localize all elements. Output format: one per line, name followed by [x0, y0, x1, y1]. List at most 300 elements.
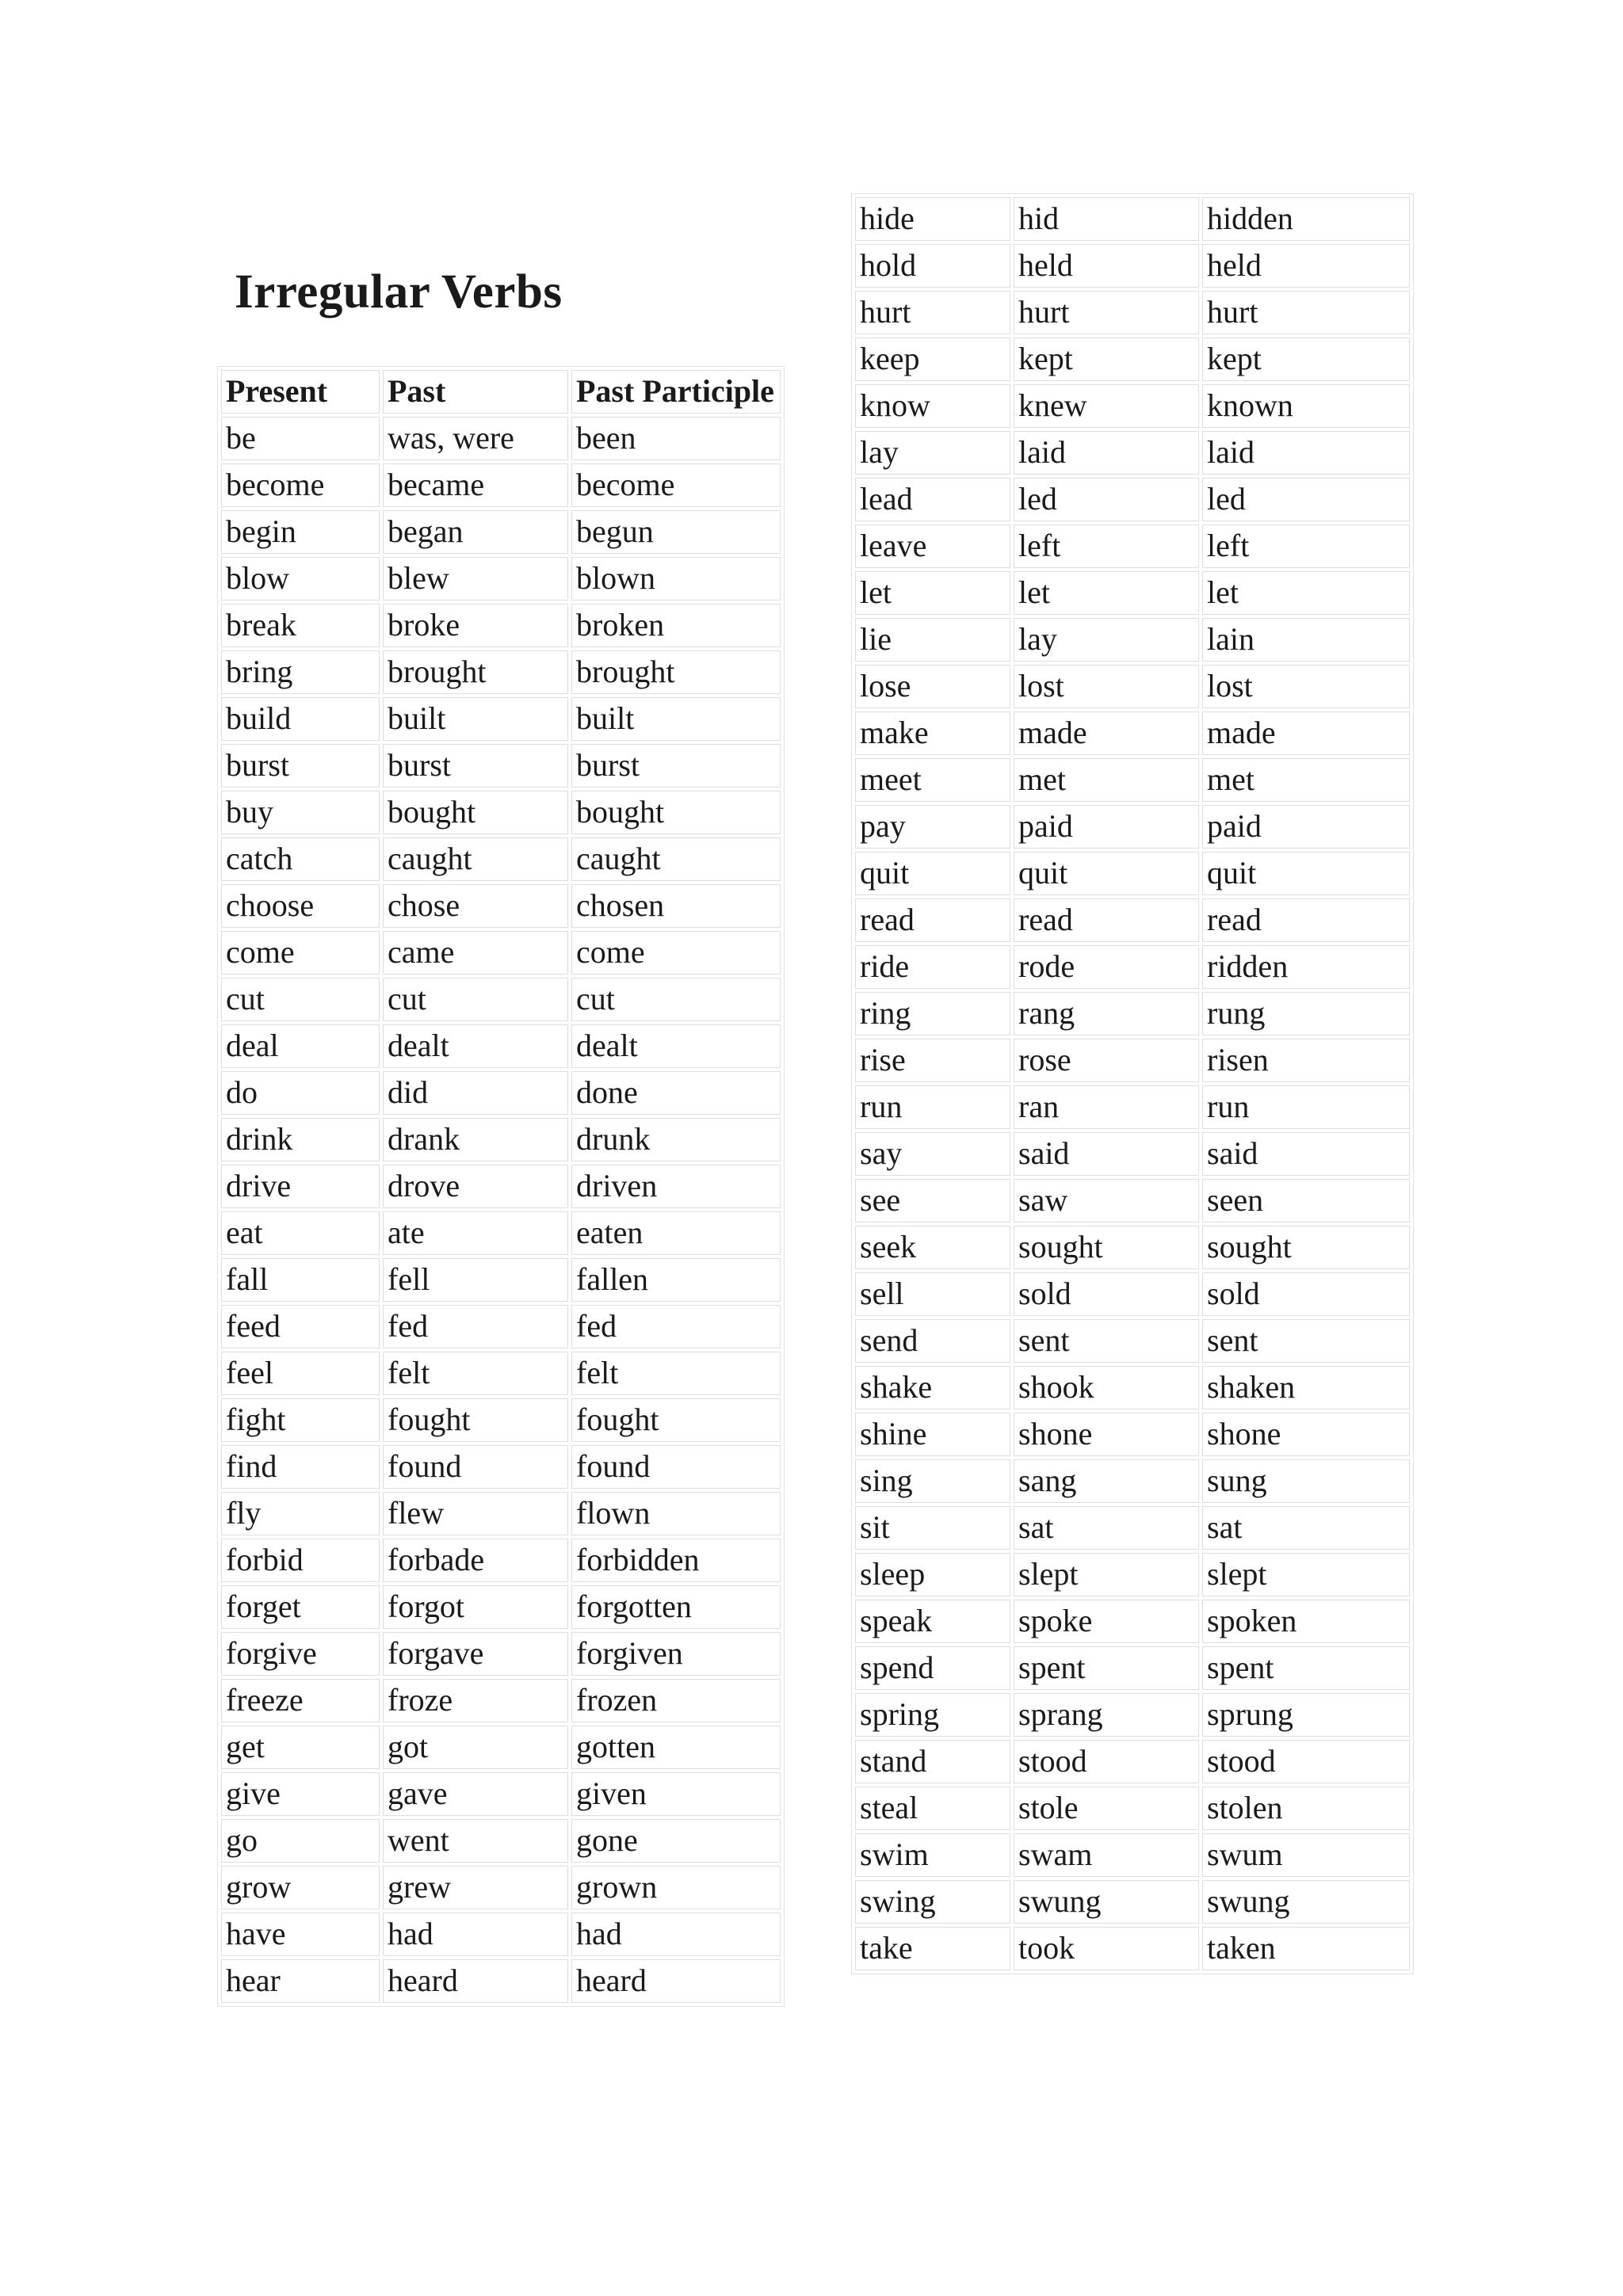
cell-present	[855, 1553, 1010, 1596]
table-row	[221, 791, 781, 834]
table-row	[855, 478, 1410, 521]
cell-past	[383, 744, 568, 788]
cell-past-text: held	[1018, 247, 1073, 283]
cell-past-participle	[571, 1445, 781, 1489]
cell-past-text: grew	[388, 1869, 451, 1905]
cell-past-text: sang	[1018, 1463, 1077, 1498]
cell-past-participle-text: sat	[1207, 1509, 1243, 1545]
cell-past-participle-text: shaken	[1207, 1369, 1296, 1405]
cell-past-text: cut	[388, 981, 426, 1016]
table-row	[855, 1880, 1410, 1924]
cell-present-text: ride	[860, 948, 910, 984]
table-row	[855, 805, 1410, 849]
cell-past-text: hid	[1018, 200, 1060, 236]
cell-present-text: feed	[226, 1308, 281, 1344]
cell-past-text: paid	[1018, 808, 1073, 844]
cell-present	[221, 1352, 380, 1395]
table-row	[855, 1226, 1410, 1269]
cell-present-text: forbid	[226, 1542, 304, 1577]
cell-present-text: forgive	[226, 1635, 317, 1671]
cell-present	[855, 244, 1010, 288]
cell-past-text: spent	[1018, 1650, 1086, 1685]
cell-past	[1014, 665, 1199, 708]
cell-present-text: have	[226, 1916, 286, 1951]
cell-present-text: eat	[226, 1215, 263, 1250]
cell-past-text: felt	[388, 1355, 430, 1390]
cell-past-participle	[1202, 758, 1410, 802]
cell-past-participle	[571, 1492, 781, 1535]
cell-past-participle	[1202, 1319, 1410, 1363]
cell-past-participle	[571, 978, 781, 1021]
cell-past-participle	[571, 931, 781, 974]
cell-past	[383, 1305, 568, 1348]
cell-present-text: build	[226, 700, 292, 736]
cell-past-participle-text: slept	[1207, 1556, 1267, 1592]
cell-present	[221, 744, 380, 788]
cell-past-text: flew	[388, 1495, 445, 1531]
cell-past-text: sought	[1018, 1229, 1103, 1264]
cell-present-text: find	[226, 1448, 277, 1484]
cell-present	[221, 1258, 380, 1302]
cell-past-participle	[1202, 338, 1410, 381]
table-row	[855, 1366, 1410, 1409]
cell-past-participle-text: frozen	[576, 1682, 658, 1718]
cell-present	[855, 384, 1010, 428]
cell-present-text: hold	[860, 247, 917, 283]
cell-present-text: meet	[860, 761, 922, 797]
cell-present-text: drive	[226, 1168, 292, 1203]
table-row	[855, 1506, 1410, 1550]
cell-past-text: made	[1018, 715, 1087, 750]
cell-past-participle-text: sought	[1207, 1229, 1292, 1264]
cell-past	[383, 697, 568, 741]
table-row	[855, 1413, 1410, 1456]
cell-past-participle-text: fought	[576, 1402, 659, 1437]
table-row	[221, 1165, 781, 1208]
cell-past-text: built	[388, 700, 446, 736]
cell-present	[855, 1366, 1010, 1409]
cell-present	[855, 478, 1010, 521]
cell-past-participle	[571, 1772, 781, 1816]
cell-past	[1014, 898, 1199, 942]
cell-present	[221, 884, 380, 928]
table-row	[221, 744, 781, 788]
cell-past-participle-text: drunk	[576, 1121, 651, 1157]
cell-past-participle-text: grown	[576, 1869, 658, 1905]
table-row	[855, 197, 1410, 241]
cell-past-participle	[1202, 1600, 1410, 1643]
table-row	[221, 1866, 781, 1909]
cell-past-text: quit	[1018, 855, 1068, 891]
cell-past-text: ate	[388, 1215, 425, 1250]
cell-past-participle-text: become	[576, 467, 675, 502]
cell-past-participle	[1202, 291, 1410, 334]
table-row	[221, 1679, 781, 1722]
cell-past-participle	[571, 1819, 781, 1863]
cell-past-participle	[1202, 1787, 1410, 1830]
cell-present	[855, 805, 1010, 849]
cell-present	[221, 837, 380, 881]
table-row	[221, 1305, 781, 1348]
cell-past-text: lay	[1018, 621, 1057, 657]
cell-past-participle	[571, 1913, 781, 1956]
cell-past-participle	[1202, 384, 1410, 428]
cell-present-text: fight	[226, 1402, 286, 1437]
cell-past	[383, 837, 568, 881]
cell-past-text: brought	[388, 654, 487, 689]
cell-present-text: stand	[860, 1743, 927, 1779]
cell-past-participle	[1202, 244, 1410, 288]
cell-past-text: rose	[1018, 1042, 1071, 1077]
table-row	[855, 1646, 1410, 1690]
cell-past	[1014, 338, 1199, 381]
cell-present-text: burst	[226, 747, 289, 783]
table-row	[221, 1258, 781, 1302]
cell-present	[855, 1833, 1010, 1877]
cell-past-participle	[1202, 852, 1410, 895]
cell-past-text: heard	[388, 1962, 458, 1998]
cell-past-participle	[571, 1165, 781, 1208]
cell-present-text: swim	[860, 1836, 929, 1872]
cell-past-text: forgot	[388, 1589, 465, 1624]
table-row	[855, 244, 1410, 288]
cell-past-participle	[1202, 1366, 1410, 1409]
cell-past-text: spoke	[1018, 1603, 1093, 1638]
cell-present	[221, 1492, 380, 1535]
cell-past-participle-text: risen	[1207, 1042, 1269, 1077]
cell-present	[221, 1585, 380, 1629]
cell-past-participle	[1202, 1693, 1410, 1737]
table-row	[855, 1179, 1410, 1222]
cell-present-text: spring	[860, 1696, 939, 1732]
table-row	[221, 837, 781, 881]
cell-present-text: go	[226, 1822, 258, 1858]
table-row	[855, 1272, 1410, 1316]
cell-present	[221, 1726, 380, 1769]
table-row	[855, 898, 1410, 942]
cell-present	[221, 1959, 380, 2003]
cell-present	[221, 650, 380, 694]
cell-past	[383, 791, 568, 834]
cell-past	[1014, 711, 1199, 755]
cell-past	[1014, 1085, 1199, 1129]
cell-past	[383, 1165, 568, 1208]
table-row	[855, 618, 1410, 662]
table-row	[221, 1211, 781, 1255]
cell-past-participle	[571, 1866, 781, 1909]
cell-past-participle-text: caught	[576, 841, 661, 876]
cell-past	[383, 1539, 568, 1582]
cell-present	[855, 898, 1010, 942]
cell-past-participle	[1202, 1927, 1410, 1970]
header-row	[221, 370, 781, 414]
cell-past-participle-text: paid	[1207, 808, 1262, 844]
cell-past	[383, 1024, 568, 1068]
table-row	[855, 1039, 1410, 1082]
cell-past-participle	[1202, 1459, 1410, 1503]
cell-present	[855, 338, 1010, 381]
cell-past-participle	[1202, 1506, 1410, 1550]
cell-present-text: cut	[226, 981, 265, 1016]
cell-present-text: buy	[226, 794, 273, 830]
cell-present	[221, 510, 380, 554]
cell-past	[383, 1679, 568, 1722]
cell-past-participle-text: let	[1207, 574, 1239, 610]
cell-present	[855, 1039, 1010, 1082]
cell-past-text: blew	[388, 560, 449, 596]
table-row	[855, 1085, 1410, 1129]
table-row	[221, 1726, 781, 1769]
cell-past-participle	[1202, 665, 1410, 708]
cell-past-participle	[571, 557, 781, 601]
cell-past	[383, 1445, 568, 1489]
cell-past-participle	[1202, 478, 1410, 521]
cell-past-participle-text: laid	[1207, 434, 1254, 470]
cell-present-text: run	[860, 1089, 903, 1124]
cell-past-text: ran	[1018, 1089, 1060, 1124]
cell-present	[221, 1305, 380, 1348]
cell-past-participle	[1202, 805, 1410, 849]
cell-present	[855, 1319, 1010, 1363]
cell-past-text: laid	[1018, 434, 1066, 470]
cell-present	[221, 931, 380, 974]
table-row	[855, 431, 1410, 475]
cell-past	[383, 931, 568, 974]
cell-past	[1014, 524, 1199, 568]
cell-present-text: say	[860, 1135, 903, 1171]
cell-past-participle	[571, 1539, 781, 1582]
cell-past-participle-text: eaten	[576, 1215, 643, 1250]
cell-present	[855, 524, 1010, 568]
table-row	[221, 604, 781, 647]
table-row	[855, 1833, 1410, 1877]
cell-past-participle	[571, 1211, 781, 1255]
table-row	[221, 931, 781, 974]
cell-past-text: rang	[1018, 995, 1075, 1031]
cell-past	[383, 417, 568, 460]
cell-past-text: fed	[388, 1308, 429, 1344]
cell-past-text: froze	[388, 1682, 453, 1718]
cell-past-participle-text: driven	[576, 1168, 658, 1203]
table-row	[855, 1787, 1410, 1830]
cell-past-participle-text: stolen	[1207, 1790, 1283, 1825]
cell-past	[383, 1398, 568, 1442]
cell-present-text: sit	[860, 1509, 890, 1545]
cell-past-participle-text: brought	[576, 654, 675, 689]
cell-past-participle	[1202, 618, 1410, 662]
cell-past	[1014, 1880, 1199, 1924]
cell-past-participle-text: spent	[1207, 1650, 1274, 1685]
cell-past-text: caught	[388, 841, 472, 876]
cell-present-text: fall	[226, 1261, 269, 1297]
table-row	[221, 650, 781, 694]
cell-past-participle	[571, 1585, 781, 1629]
cell-past-participle	[1202, 197, 1410, 241]
cell-present-text: keep	[860, 341, 920, 376]
cell-past	[383, 1866, 568, 1909]
cell-past-participle	[571, 837, 781, 881]
cell-past-participle-text: made	[1207, 715, 1276, 750]
table-row	[855, 1600, 1410, 1643]
table-row	[855, 1459, 1410, 1503]
cell-past-text: met	[1018, 761, 1066, 797]
cell-present	[855, 431, 1010, 475]
table-row	[221, 1071, 781, 1115]
cell-past	[383, 1352, 568, 1395]
cell-past-text: stood	[1018, 1743, 1087, 1779]
cell-past-text: fell	[388, 1261, 430, 1297]
cell-past-participle	[571, 1726, 781, 1769]
cell-past	[1014, 1459, 1199, 1503]
cell-present	[855, 1880, 1010, 1924]
table-row	[855, 571, 1410, 615]
verb-table-right-body	[855, 197, 1410, 1970]
cell-past	[1014, 1600, 1199, 1643]
cell-past-text: became	[388, 467, 485, 502]
cell-present-text: let	[860, 574, 892, 610]
table-row	[221, 557, 781, 601]
cell-present-text: leave	[860, 528, 927, 563]
cell-past	[1014, 1039, 1199, 1082]
table-row	[855, 945, 1410, 989]
cell-past-participle	[571, 1258, 781, 1302]
verb-table-left	[217, 366, 785, 2007]
cell-past-participle-text: chosen	[576, 887, 665, 923]
cell-present-text: forget	[226, 1589, 301, 1624]
cell-past-text: broke	[388, 607, 460, 643]
cell-present-text: become	[226, 467, 325, 502]
cell-past	[383, 1959, 568, 2003]
cell-past-text: swam	[1018, 1836, 1093, 1872]
header-past-participle-label: Past Participle	[576, 373, 774, 409]
cell-past-text: had	[388, 1916, 433, 1951]
cell-present-text: lose	[860, 668, 911, 704]
cell-past-participle-text: led	[1207, 481, 1246, 517]
cell-past	[383, 604, 568, 647]
header-past	[383, 370, 568, 414]
cell-past-text: shook	[1018, 1369, 1094, 1405]
cell-present-text: hurt	[860, 294, 911, 330]
table-row	[855, 524, 1410, 568]
table-row	[855, 384, 1410, 428]
cell-past-participle	[1202, 1740, 1410, 1783]
cell-past-participle	[571, 1398, 781, 1442]
header-past-participle	[571, 370, 781, 414]
cell-past-text: hurt	[1018, 294, 1070, 330]
cell-past-participle-text: sold	[1207, 1276, 1260, 1311]
cell-present	[221, 1819, 380, 1863]
cell-past-text: was, were	[388, 420, 514, 456]
cell-past	[383, 557, 568, 601]
table-row	[855, 665, 1410, 708]
cell-past	[1014, 478, 1199, 521]
cell-past-participle-text: rung	[1207, 995, 1266, 1031]
cell-present-text: sleep	[860, 1556, 926, 1592]
cell-present	[221, 1539, 380, 1582]
cell-past-text: found	[388, 1448, 462, 1484]
cell-present	[855, 1506, 1010, 1550]
cell-present-text: rise	[860, 1042, 906, 1077]
table-row	[855, 1132, 1410, 1176]
cell-past-participle-text: given	[576, 1775, 647, 1811]
cell-present-text: pay	[860, 808, 906, 844]
cell-past-participle	[571, 744, 781, 788]
cell-past-text: left	[1018, 528, 1061, 563]
cell-present-text: get	[226, 1729, 265, 1764]
cell-present	[221, 1165, 380, 1208]
cell-past-participle-text: done	[576, 1074, 638, 1110]
cell-present	[221, 1071, 380, 1115]
cell-present-text: give	[226, 1775, 281, 1811]
table-row	[221, 884, 781, 928]
cell-past	[1014, 852, 1199, 895]
table-row	[221, 1398, 781, 1442]
table-row	[221, 1539, 781, 1582]
table-row	[855, 291, 1410, 334]
cell-present	[855, 665, 1010, 708]
cell-present	[221, 1913, 380, 1956]
cell-past-participle	[571, 697, 781, 741]
cell-past-participle-text: hurt	[1207, 294, 1258, 330]
cell-present	[855, 1646, 1010, 1690]
cell-past-participle	[571, 1632, 781, 1676]
cell-past-participle-text: begun	[576, 513, 654, 549]
cell-present	[855, 1272, 1010, 1316]
table-row	[855, 1740, 1410, 1783]
table-row	[855, 1553, 1410, 1596]
cell-past-text: did	[388, 1074, 429, 1110]
cell-past-participle-text: met	[1207, 761, 1254, 797]
cell-past-participle-text: taken	[1207, 1930, 1276, 1966]
cell-present-text: catch	[226, 841, 293, 876]
cell-past	[1014, 1693, 1199, 1737]
cell-past	[383, 1071, 568, 1115]
cell-past-participle-text: sprung	[1207, 1696, 1293, 1732]
cell-present-text: lie	[860, 621, 892, 657]
cell-present-text: speak	[860, 1603, 933, 1638]
cell-present-text: feel	[226, 1355, 273, 1390]
cell-past-participle	[571, 1679, 781, 1722]
cell-past-text: forgave	[388, 1635, 484, 1671]
cell-past	[1014, 244, 1199, 288]
cell-past-text: dealt	[388, 1028, 449, 1063]
cell-past-participle-text: seen	[1207, 1182, 1264, 1218]
cell-past	[1014, 1506, 1199, 1550]
cell-past	[383, 1726, 568, 1769]
cell-past-participle	[571, 1118, 781, 1161]
cell-present	[221, 1772, 380, 1816]
cell-past	[1014, 1740, 1199, 1783]
cell-past	[383, 1492, 568, 1535]
cell-past-participle-text: swum	[1207, 1836, 1283, 1872]
cell-past-text: kept	[1018, 341, 1073, 376]
cell-present	[855, 1693, 1010, 1737]
cell-past-participle	[571, 1024, 781, 1068]
cell-past-participle	[571, 510, 781, 554]
cell-past	[383, 978, 568, 1021]
cell-present-text: drink	[226, 1121, 293, 1157]
cell-past	[1014, 1927, 1199, 1970]
cell-present-text: be	[226, 420, 256, 456]
cell-past-participle-text: ridden	[1207, 948, 1289, 984]
cell-past-participle	[571, 1959, 781, 2003]
table-row	[221, 1118, 781, 1161]
cell-present-text: lead	[860, 481, 913, 517]
cell-past-participle-text: cut	[576, 981, 615, 1016]
cell-present	[221, 557, 380, 601]
cell-past-participle-text: blown	[576, 560, 655, 596]
cell-past-text: sat	[1018, 1509, 1054, 1545]
